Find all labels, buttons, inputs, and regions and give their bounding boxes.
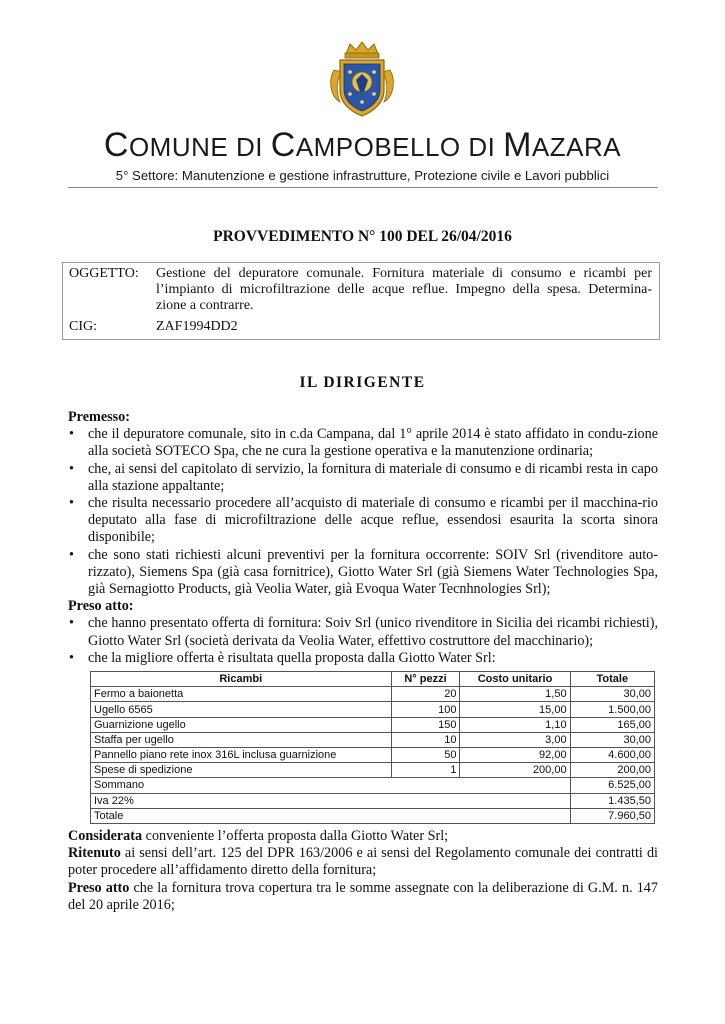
table-summary-row [91, 778, 655, 793]
preso-atto-heading: Preso atto: [68, 598, 134, 615]
table-cell: 10 [391, 732, 460, 747]
closing-keyword: Ritenuto [68, 845, 121, 862]
org-title-initial: C [270, 126, 296, 164]
table-row [91, 717, 655, 732]
table-cell: 200,00 [460, 763, 570, 778]
provvedimento-title: PROVVEDIMENTO N° 100 DEL 26/04/2016 [213, 228, 512, 245]
table-cell: 200,00 [570, 763, 654, 778]
list-item-text: che, ai sensi del capitolato di servizio, la fornitura di materiale di consumo e di ricambi resta in capo alla stazione appaltante; [88, 460, 658, 494]
summary-label: Iva 22% [91, 793, 571, 808]
table-cell: 1,10 [460, 717, 570, 732]
table-cell: 165,00 [570, 717, 654, 732]
list-item-text: che hanno presentato offerta di fornitura: Soiv Srl (unico rivenditore in Sicilia dei ricambi richiesti), Giotto Water Srl (società derivata da Veolia Water, effettivo costruttore del macchinario); [88, 615, 658, 649]
table-cell: 1 [391, 763, 460, 778]
list-item [68, 547, 658, 599]
table-cell: 4.600,00 [570, 747, 654, 762]
table-row [91, 687, 655, 702]
closing-text: che la fornitura trova copertura tra le somme assegnate con la deliberazione di G.M. n. 147 del 20 aprile 2016; [68, 879, 658, 913]
org-title-part: OMUNE DI [128, 132, 271, 162]
table-row [91, 702, 655, 717]
table-cell: 100 [391, 702, 460, 717]
subject-line: l’impianto di microfiltrazione delle acque reflue. Impegno della spesa. Determina- [156, 282, 652, 297]
list-item [68, 615, 658, 649]
table-cell: 30,00 [570, 687, 654, 702]
list-item [68, 650, 658, 667]
list-item-text: che risulta necessario procedere all’acquisto di materiale di consumo e ricambi per il macchina-rio deputato alla fase di microfiltrazione delle acque reflue, essendosi esaurita la scorta sinora disponibile; [88, 495, 658, 546]
table-cell: Staffa per ugello [91, 732, 392, 747]
subject-line: zione a contrarre. [156, 298, 254, 313]
table-cell: 3,00 [460, 732, 570, 747]
closing-paragraph [68, 845, 658, 879]
summary-label: Sommano [91, 778, 571, 793]
column-header: Costo unitario [460, 672, 570, 687]
summary-label: Totale [91, 808, 571, 823]
subject-line: Gestione del depuratore comunale. Fornitura materiale di consumo e ricambi per [156, 266, 652, 281]
column-header: Ricambi [91, 672, 392, 687]
table-row [91, 732, 655, 747]
table-cell: Guarnizione ugello [91, 717, 392, 732]
closing-paragraph [68, 828, 658, 845]
org-title [0, 126, 725, 165]
org-title-initial: M [503, 126, 532, 164]
bullet-icon: • [69, 546, 74, 563]
table-cell: 15,00 [460, 702, 570, 717]
table-cell: Fermo a baionetta [91, 687, 392, 702]
table-cell: Spese di spedizione [91, 763, 392, 778]
summary-value: 6.525,00 [570, 778, 654, 793]
table-cell: 30,00 [570, 732, 654, 747]
bullet-icon: • [69, 426, 74, 443]
cig-value: ZAF1994DD2 [156, 319, 238, 334]
subject-text [156, 266, 652, 314]
list-item-text: che la migliore offerta è risultata quella proposta dalla Giotto Water Srl: [88, 649, 496, 666]
table-header-row [91, 672, 655, 687]
table-summary-row [91, 793, 655, 808]
header-divider [68, 187, 658, 188]
closing-text: conveniente l’offerta proposta dalla Giotto Water Srl; [142, 827, 449, 844]
table-cell: 1,50 [460, 687, 570, 702]
column-header: Totale [570, 672, 654, 687]
list-item-text: che sono stati richiesti alcuni preventivi per la fornitura occorrente: SOIV Srl (rivenditore auto-rizzato), Siemens Spa (già casa fornitrice), Giotto Water Srl (già Siemens Water Technologies Spa, già Sernagiotto Products, già Veolia Water, già Evoqua Water Tecnhnologies Srl); [88, 546, 658, 598]
closing-keyword: Preso atto [68, 879, 130, 896]
premesso-heading: Premesso: [68, 409, 130, 425]
table-cell: Ugello 6565 [91, 702, 392, 717]
closing-keyword: Considerata [68, 827, 143, 844]
table-cell: 1.500,00 [570, 702, 654, 717]
list-item [68, 426, 658, 460]
subject-label: OGGETTO: [69, 266, 139, 281]
table-cell: 20 [391, 687, 460, 702]
bullet-icon: • [69, 460, 74, 477]
list-item [68, 495, 658, 547]
table-cell: 50 [391, 747, 460, 762]
table-cell: Pannello piano rete inox 316L inclusa guarnizione [91, 747, 392, 762]
table-cell: 92,00 [460, 747, 570, 762]
org-title-part: AMPOBELLO DI [295, 132, 504, 162]
sector-subtitle: 5° Settore: Manutenzione e gestione infrastrutture, Protezione civile e Lavori pubblici [115, 168, 610, 183]
org-title-initial: C [103, 126, 129, 164]
bullet-icon: • [69, 649, 74, 666]
subject-box [62, 262, 660, 340]
document-body [68, 409, 658, 914]
list-item-text: che il depuratore comunale, sito in c.da Campana, dal 1° aprile 2014 è stato affidato in condu-zione alla società SOTECO Spa, che ne cura la gestione operativa e la manutenzione ordinaria; [88, 426, 658, 460]
column-header: N° pezzi [391, 672, 460, 687]
table-row [91, 763, 655, 778]
table-row [91, 747, 655, 762]
org-title-part: AZARA [531, 132, 622, 162]
table-cell: 150 [391, 717, 460, 732]
municipal-crest-icon [326, 40, 398, 118]
bullet-icon: • [69, 495, 74, 512]
summary-value: 1.435,50 [570, 793, 654, 808]
closing-paragraphs [68, 828, 658, 914]
spare-parts-table [90, 671, 655, 824]
table-summary-row [91, 808, 655, 823]
list-item [68, 461, 658, 495]
dirigente-heading: IL DIRIGENTE [299, 374, 426, 391]
summary-value: 7.960,50 [570, 808, 654, 823]
cig-label: CIG: [69, 319, 97, 334]
closing-text: ai sensi dell’art. 125 del DPR 163/2006 e ai sensi del Regolamento comunale dei contratti di poter procedere all’affidamento diretto della fornitura; [68, 845, 658, 879]
bullet-icon: • [69, 615, 74, 632]
closing-paragraph [68, 880, 658, 914]
